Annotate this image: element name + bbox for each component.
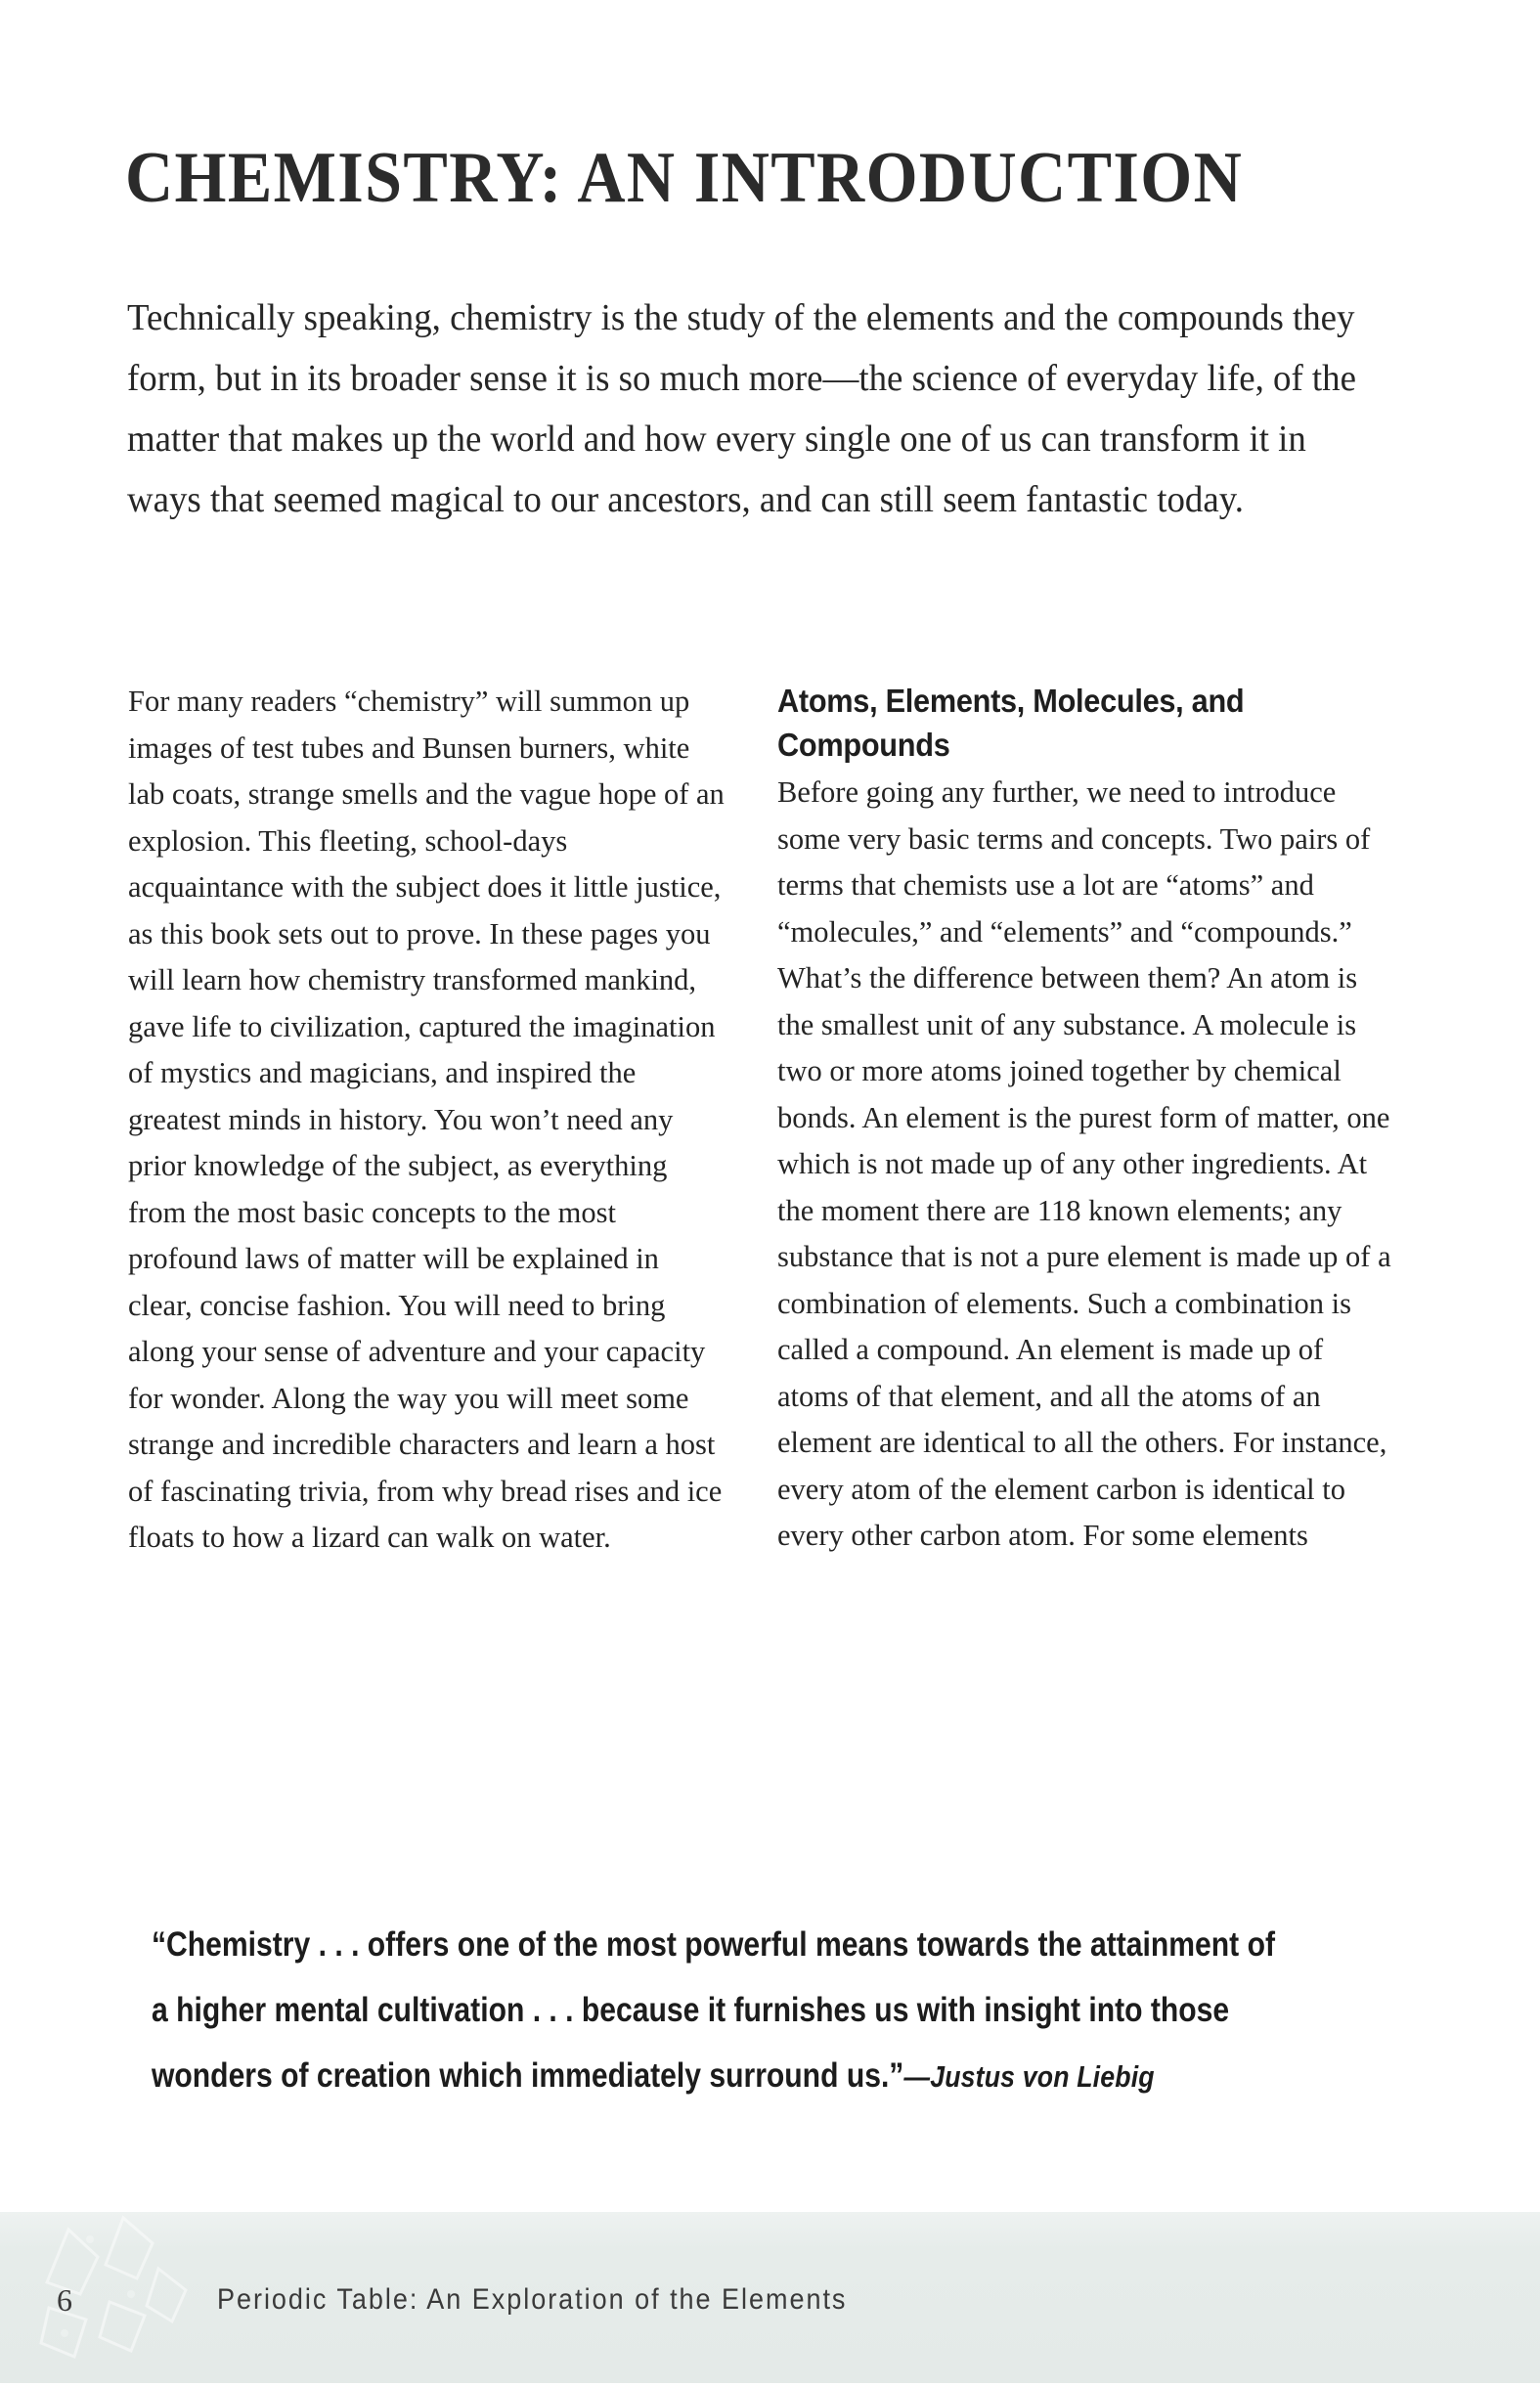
footer-running-title: Periodic Table: An Exploration of the Elements	[217, 2283, 848, 2316]
pull-quote-text: “Chemistry . . . offers one of the most powerful means towards the attainment of a higher mental cultivation . . . because it furnishes us with insight into those wonders of creation which immediately surround us.”	[152, 1925, 1275, 2095]
right-column-body: Before going any further, we need to introduce some very basic terms and concepts. Two pairs of terms that chemists use a lot are “atoms” and “molecules,” and “elements” and “compounds.” What’s the difference between them? An atom is the smallest unit of any substance. A molecule is two or more atoms joined together by chemical bonds. An element is the purest form of matter, one which is not made up of any other ingredients. At the moment there are 118 known elements; any substance that is not a pure element is made up of a combination of elements. Such a combination is called a compound. An element is made up of atoms of that element, and all the atoms of an element are identical to all the others. For instance, every atom of the element carbon is identical to every other carbon atom. For some elements	[777, 775, 1391, 1552]
section-heading-atoms-elements-molecules-and-compounds: Atoms, Elements, Molecules, and Compounds	[777, 683, 1245, 763]
page-title: CHEMISTRY: AN INTRODUCTION	[125, 137, 1244, 218]
page-number: 6	[57, 2282, 72, 2318]
pull-quote-attribution: —Justus von Liebig	[903, 2059, 1155, 2094]
pull-quote	[152, 1912, 1287, 2109]
footer	[0, 2277, 1540, 2322]
intro-paragraph: Technically speaking, chemistry is the study of the elements and the compounds they form, but in its broader sense it is so much more—the science of everyday life, of the matter that makes up the world and how every single one of us can transform it in ways that seemed magical to our ancestors, and can still seem fantastic today.	[127, 297, 1356, 520]
left-column-body: For many readers “chemistry” will summon up images of test tubes and Bunsen burners, white lab coats, strange smells and the vague hope of an explosion. This fleeting, school-days acquaintance with the subject does it little justice, as this book sets out to prove. In these pages you will learn how chemistry transformed mankind, gave life to civilization, captured the imagination of mystics and magicians, and inspired the greatest minds in history. You won’t need any prior knowledge of the subject, as everything from the most basic concepts to the most profound laws of matter will be explained in clear, concise fashion. You will need to bring along your sense of adventure and your capacity for wonder. Along the way you will meet some strange and incredible characters and learn a host of fascinating trivia, from why bread rises and ice floats to how a lizard can walk on water.	[128, 685, 725, 1554]
body-column-left	[128, 679, 726, 1562]
body-column-right	[777, 679, 1393, 1560]
